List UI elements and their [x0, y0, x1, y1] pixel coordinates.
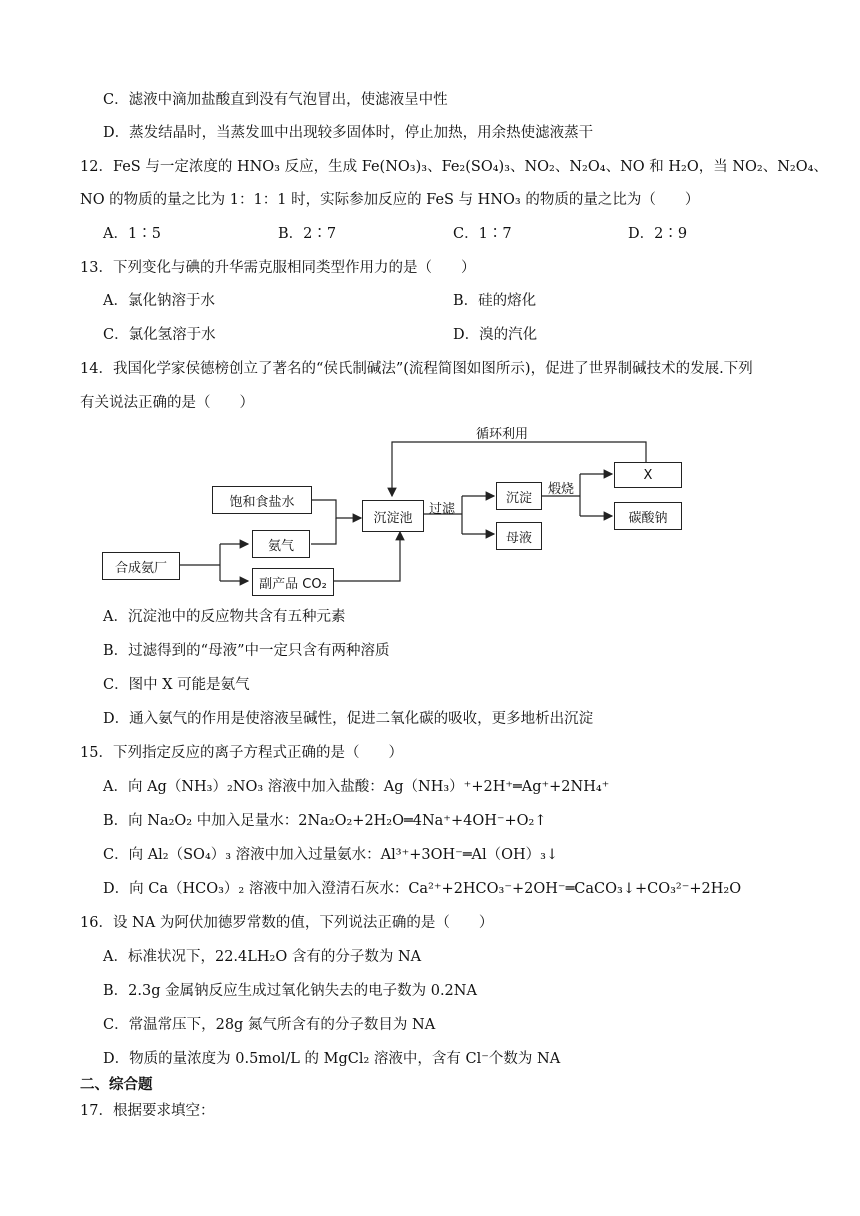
q14-option-a: A．沉淀池中的反应物共含有五种元素: [103, 609, 346, 625]
q14-stem-line2: 有关说法正确的是（ ）: [80, 395, 254, 411]
q15-option-c: C．向 Al₂（SO₄）₃ 溶液中加入过量氨水：Al³⁺+3OH⁻═Al（OH）₃↓: [103, 847, 559, 863]
q14-option-d: D．通入氨气的作用是使溶液呈碱性，促进二氧化碳的吸收，更多地析出沉淀: [103, 711, 594, 727]
box-soda: 碳酸钠: [614, 502, 682, 530]
label-filter: 过滤: [429, 502, 456, 517]
q13-stem: 13．下列变化与碘的升华需克服相同类型作用力的是（ ）: [80, 260, 476, 276]
section-heading: 二、综合题: [80, 1077, 153, 1093]
q16-option-c: C．常温常压下，28g 氮气所含有的分子数目为 NA: [103, 1017, 436, 1033]
box-brine: 饱和食盐水: [212, 486, 312, 514]
q15-stem: 15．下列指定反应的离子方程式正确的是（ ）: [80, 745, 403, 761]
q13-option-b: B．硅的熔化: [453, 293, 537, 309]
box-precip: 沉淀: [496, 482, 542, 510]
box-plant: 合成氨厂: [102, 552, 180, 580]
q14-stem-line1: 14．我国化学家侯德榜创立了著名的“侯氏制碱法”(流程简图如图所示)，促进了世界制碱技术的发展.下列: [80, 361, 753, 377]
q15-option-d: D．向 Ca（HCO₃）₂ 溶液中加入澄清石灰水：Ca²⁺+2HCO₃⁻+2OH⁻═CaCO₃↓+CO₃²⁻+2H₂O: [103, 881, 742, 897]
q16-option-a: A．标准状况下，22.4LH₂O 含有的分子数为 NA: [103, 949, 422, 965]
q15-option-b: B．向 Na₂O₂ 中加入足量水：2Na₂O₂+2H₂O═4Na⁺+4OH⁻+O₂↑: [103, 813, 547, 829]
q14-option-b: B．过滤得到的“母液”中一定只含有两种溶质: [103, 643, 390, 659]
q12-option-b: B．2∶7: [278, 226, 337, 242]
q12-option-c: C．1∶7: [453, 226, 512, 242]
box-mother: 母液: [496, 522, 542, 550]
box-x: X: [614, 462, 682, 488]
q11-option-c: C．滤液中滴加盐酸直到没有气泡冒出，使滤液呈中性: [103, 92, 448, 108]
q16-stem: 16．设 NA 为阿伏加德罗常数的值，下列说法正确的是（ ）: [80, 915, 494, 931]
flow-diagram: [96, 414, 716, 600]
q11-option-d: D．蒸发结晶时，当蒸发皿中出现较多固体时，停止加热，用余热使滤液蒸干: [103, 125, 594, 141]
q16-option-b: B．2.3g 金属钠反应生成过氧化钠失去的电子数为 0.2NA: [103, 983, 477, 999]
label-calcine: 煅烧: [548, 482, 575, 497]
q16-option-d: D．物质的量浓度为 0.5mol/L 的 MgCl₂ 溶液中，含有 Cl⁻个数为 NA: [103, 1051, 561, 1067]
q13-option-c: C．氯化氢溶于水: [103, 327, 216, 343]
q12-stem-line2: NO 的物质的量之比为 1：1：1 时，实际参加反应的 FeS 与 HNO₃ 的物质的量之比为（ ）: [80, 192, 700, 208]
q12-option-d: D．2∶9: [628, 226, 688, 242]
q15-option-a: A．向 Ag（NH₃）₂NO₃ 溶液中加入盐酸：Ag（NH₃）⁺+2H⁺═Ag⁺+2NH₄⁺: [103, 779, 610, 795]
q17-stem: 17．根据要求填空：: [80, 1103, 215, 1119]
label-recycle: 循环利用: [476, 427, 529, 442]
box-co2: 副产品 CO₂: [252, 568, 334, 596]
box-pool: 沉淀池: [362, 500, 424, 532]
box-ammonia: 氨气: [252, 530, 310, 558]
q14-option-c: C．图中 X 可能是氨气: [103, 677, 250, 693]
q12-stem-line1: 12．FeS 与一定浓度的 HNO₃ 反应，生成 Fe(NO₃)₃、Fe₂(SO₄)₃、NO₂、N₂O₄、NO 和 H₂O，当 NO₂、N₂O₄、: [80, 159, 828, 175]
q13-option-a: A．氯化钠溶于水: [103, 293, 215, 309]
q13-option-d: D．溴的汽化: [453, 327, 538, 343]
q12-option-a: A．1∶5: [103, 226, 161, 242]
